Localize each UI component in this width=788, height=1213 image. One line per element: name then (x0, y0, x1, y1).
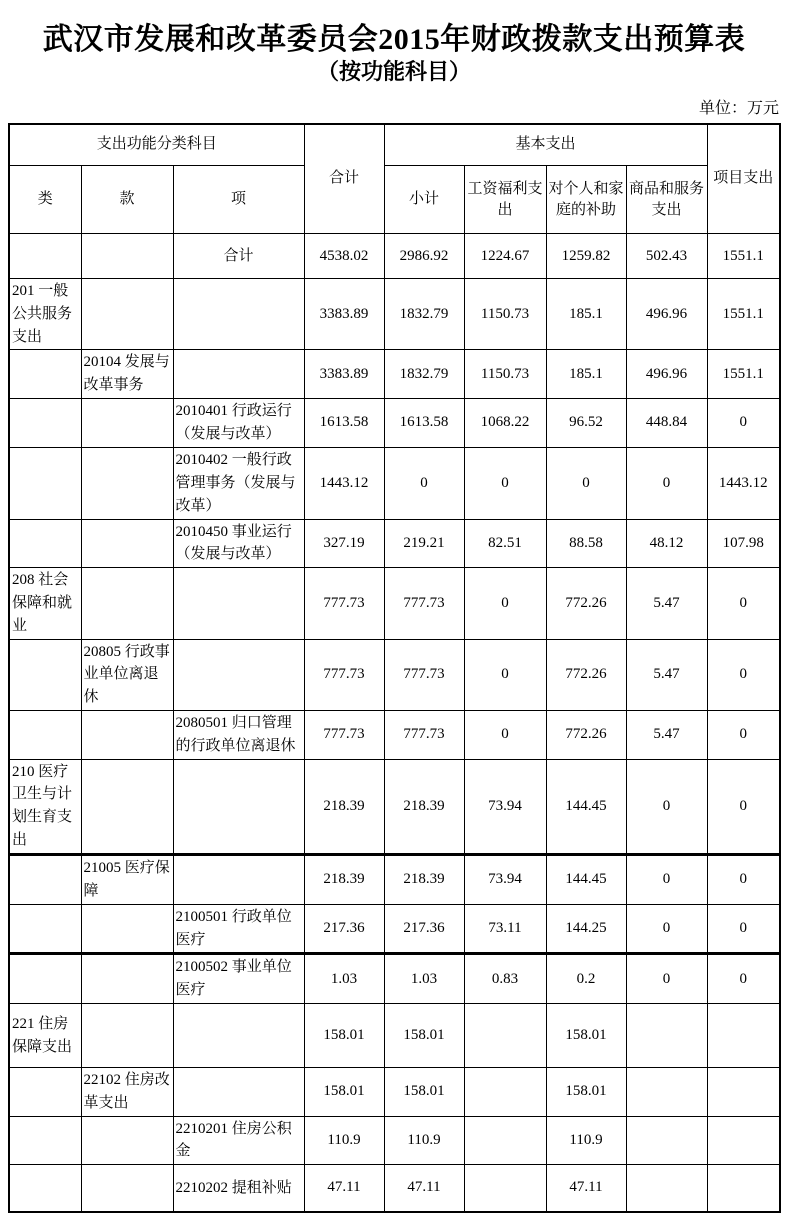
header-row-1 (9, 124, 780, 166)
cell-class (9, 1165, 81, 1212)
cell-item: 2080501 归口管理的行政单位离退休 (173, 711, 304, 760)
table-row (9, 350, 780, 399)
table-row (9, 854, 780, 904)
cell-total: 3383.89 (304, 350, 384, 399)
cell-goods: 5.47 (626, 711, 707, 760)
cell-item (173, 639, 304, 710)
cell-goods (626, 1116, 707, 1165)
cell-section (81, 759, 173, 854)
cell-item (173, 279, 304, 350)
cell-section (81, 1165, 173, 1212)
page-subtitle: （按功能科目） (316, 59, 471, 84)
cell-section: 20805 行政事业单位离退休 (81, 639, 173, 710)
cell-goods (626, 1068, 707, 1117)
cell-section: 22102 住房改革支出 (81, 1068, 173, 1117)
cell-wages: 1150.73 (464, 279, 546, 350)
cell-goods: 0 (626, 759, 707, 854)
cell-subtotal: 1.03 (384, 954, 464, 1004)
cell-subtotal: 777.73 (384, 639, 464, 710)
cell-goods: 502.43 (626, 234, 707, 279)
cell-total: 777.73 (304, 639, 384, 710)
table-header (9, 124, 780, 234)
cell-wages: 0 (464, 711, 546, 760)
unit-label: 单位：万元 (698, 100, 779, 118)
cell-item: 2210202 提租补贴 (173, 1165, 304, 1212)
cell-wages (464, 1165, 546, 1212)
cell-personal: 1259.82 (546, 234, 626, 279)
cell-goods: 0 (626, 854, 707, 904)
cell-project (707, 1116, 780, 1165)
cell-class: 201 一般公共服务支出 (9, 279, 81, 350)
cell-total: 327.19 (304, 519, 384, 568)
cell-personal: 185.1 (546, 350, 626, 399)
cell-personal: 772.26 (546, 568, 626, 639)
cell-project: 1551.1 (707, 279, 780, 350)
cell-subtotal: 110.9 (384, 1116, 464, 1165)
cell-wages (464, 1116, 546, 1165)
cell-class (9, 711, 81, 760)
cell-personal: 96.52 (546, 399, 626, 448)
cell-project: 107.98 (707, 519, 780, 568)
cell-subtotal: 2986.92 (384, 234, 464, 279)
cell-item (173, 854, 304, 904)
cell-total: 217.36 (304, 904, 384, 954)
table-row (9, 904, 780, 954)
cell-wages: 0 (464, 568, 546, 639)
cell-subtotal: 218.39 (384, 759, 464, 854)
cell-goods (626, 1165, 707, 1212)
cell-total: 218.39 (304, 854, 384, 904)
cell-wages (464, 1004, 546, 1068)
cell-class: 221 住房保障支出 (9, 1004, 81, 1068)
cell-section (81, 399, 173, 448)
cell-personal: 144.25 (546, 904, 626, 954)
cell-section (81, 279, 173, 350)
header-item: 项 (173, 166, 304, 234)
cell-subtotal: 777.73 (384, 568, 464, 639)
cell-section (81, 1004, 173, 1068)
cell-section (81, 954, 173, 1004)
table-row (9, 1004, 780, 1068)
cell-item (173, 1004, 304, 1068)
table-row (9, 759, 780, 854)
cell-subtotal: 1832.79 (384, 350, 464, 399)
cell-section (81, 1116, 173, 1165)
cell-wages: 1224.67 (464, 234, 546, 279)
cell-section (81, 568, 173, 639)
table-row (9, 1116, 780, 1165)
cell-goods: 496.96 (626, 350, 707, 399)
cell-total: 1613.58 (304, 399, 384, 448)
cell-personal: 88.58 (546, 519, 626, 568)
cell-project: 1443.12 (707, 447, 780, 519)
header-subtotal: 小计 (384, 166, 464, 234)
cell-total: 4538.02 (304, 234, 384, 279)
cell-section (81, 447, 173, 519)
cell-personal: 144.45 (546, 759, 626, 854)
cell-item (173, 1068, 304, 1117)
cell-class (9, 954, 81, 1004)
cell-class (9, 399, 81, 448)
cell-section (81, 234, 173, 279)
cell-goods: 5.47 (626, 639, 707, 710)
cell-item: 2100501 行政单位医疗 (173, 904, 304, 954)
cell-class (9, 904, 81, 954)
cell-goods: 5.47 (626, 568, 707, 639)
table-row (9, 399, 780, 448)
cell-item (173, 568, 304, 639)
cell-project: 0 (707, 711, 780, 760)
cell-class (9, 1068, 81, 1117)
cell-project: 0 (707, 399, 780, 448)
cell-total: 158.01 (304, 1004, 384, 1068)
cell-class: 210 医疗卫生与计划生育支出 (9, 759, 81, 854)
table-row (9, 447, 780, 519)
cell-project (707, 1068, 780, 1117)
header-class: 类 (9, 166, 81, 234)
cell-item: 2210201 住房公积金 (173, 1116, 304, 1165)
cell-wages: 73.94 (464, 854, 546, 904)
table-body (9, 234, 780, 1212)
cell-item: 2100502 事业单位医疗 (173, 954, 304, 1004)
cell-class (9, 234, 81, 279)
cell-goods: 0 (626, 904, 707, 954)
table-row (9, 711, 780, 760)
cell-class (9, 350, 81, 399)
cell-personal: 0 (546, 447, 626, 519)
cell-subtotal: 1832.79 (384, 279, 464, 350)
cell-project: 1551.1 (707, 350, 780, 399)
cell-section (81, 904, 173, 954)
cell-class (9, 1116, 81, 1165)
cell-subtotal: 219.21 (384, 519, 464, 568)
cell-class (9, 519, 81, 568)
cell-total: 218.39 (304, 759, 384, 854)
cell-project (707, 1004, 780, 1068)
cell-class (9, 639, 81, 710)
cell-section: 21005 医疗保障 (81, 854, 173, 904)
cell-personal: 772.26 (546, 639, 626, 710)
cell-project: 0 (707, 854, 780, 904)
cell-personal: 144.45 (546, 854, 626, 904)
cell-project: 0 (707, 904, 780, 954)
cell-total: 1443.12 (304, 447, 384, 519)
cell-subtotal: 218.39 (384, 854, 464, 904)
budget-table (8, 123, 781, 1213)
cell-goods: 48.12 (626, 519, 707, 568)
cell-total: 47.11 (304, 1165, 384, 1212)
cell-item: 2010401 行政运行（发展与改革） (173, 399, 304, 448)
cell-personal: 185.1 (546, 279, 626, 350)
table-row (9, 639, 780, 710)
table-row (9, 1165, 780, 1212)
cell-section (81, 519, 173, 568)
cell-total: 777.73 (304, 568, 384, 639)
cell-item: 2010402 一般行政管理事务（发展与改革） (173, 447, 304, 519)
cell-project: 0 (707, 639, 780, 710)
cell-personal: 772.26 (546, 711, 626, 760)
cell-project: 0 (707, 759, 780, 854)
cell-subtotal: 47.11 (384, 1165, 464, 1212)
cell-goods: 448.84 (626, 399, 707, 448)
cell-personal: 47.11 (546, 1165, 626, 1212)
budget-document-page (0, 22, 788, 1213)
cell-item: 2010450 事业运行（发展与改革） (173, 519, 304, 568)
cell-goods: 0 (626, 954, 707, 1004)
cell-total: 110.9 (304, 1116, 384, 1165)
cell-subtotal: 158.01 (384, 1068, 464, 1117)
cell-wages: 0 (464, 639, 546, 710)
cell-project: 0 (707, 568, 780, 639)
cell-wages: 0.83 (464, 954, 546, 1004)
page-title: 武汉市发展和改革委员会2015年财政拨款支出预算表 (42, 23, 746, 56)
cell-wages: 73.94 (464, 759, 546, 854)
cell-project: 0 (707, 954, 780, 1004)
header-project-expenditure: 项目支出 (707, 124, 780, 234)
table-row (9, 568, 780, 639)
cell-section (81, 711, 173, 760)
table-row (9, 954, 780, 1004)
cell-project: 1551.1 (707, 234, 780, 279)
cell-wages: 1150.73 (464, 350, 546, 399)
cell-total: 1.03 (304, 954, 384, 1004)
cell-wages: 82.51 (464, 519, 546, 568)
table-row (9, 519, 780, 568)
cell-project (707, 1165, 780, 1212)
table-row (9, 279, 780, 350)
cell-wages (464, 1068, 546, 1117)
header-personal-family-subsidy: 对个人和家庭的补助 (546, 166, 626, 234)
cell-personal: 0.2 (546, 954, 626, 1004)
cell-goods: 496.96 (626, 279, 707, 350)
header-section: 款 (81, 166, 173, 234)
header-goods-services: 商品和服务支出 (626, 166, 707, 234)
cell-subtotal: 777.73 (384, 711, 464, 760)
cell-subtotal: 217.36 (384, 904, 464, 954)
cell-personal: 158.01 (546, 1068, 626, 1117)
cell-goods (626, 1004, 707, 1068)
cell-section: 20104 发展与改革事务 (81, 350, 173, 399)
cell-class (9, 854, 81, 904)
table-row (9, 1068, 780, 1117)
cell-subtotal: 1613.58 (384, 399, 464, 448)
cell-class: 208 社会保障和就业 (9, 568, 81, 639)
cell-item (173, 759, 304, 854)
header-basic-expenditure: 基本支出 (384, 124, 707, 166)
header-total: 合计 (304, 124, 384, 234)
header-func-category: 支出功能分类科目 (9, 124, 304, 166)
cell-total: 158.01 (304, 1068, 384, 1117)
cell-item: 合计 (173, 234, 304, 279)
cell-goods: 0 (626, 447, 707, 519)
cell-wages: 1068.22 (464, 399, 546, 448)
header-row-2 (9, 166, 780, 234)
cell-item (173, 350, 304, 399)
cell-personal: 110.9 (546, 1116, 626, 1165)
table-row (9, 234, 780, 279)
cell-wages: 73.11 (464, 904, 546, 954)
cell-subtotal: 158.01 (384, 1004, 464, 1068)
cell-total: 3383.89 (304, 279, 384, 350)
cell-personal: 158.01 (546, 1004, 626, 1068)
cell-total: 777.73 (304, 711, 384, 760)
cell-wages: 0 (464, 447, 546, 519)
cell-class (9, 447, 81, 519)
cell-subtotal: 0 (384, 447, 464, 519)
header-wages-benefits: 工资福利支出 (464, 166, 546, 234)
